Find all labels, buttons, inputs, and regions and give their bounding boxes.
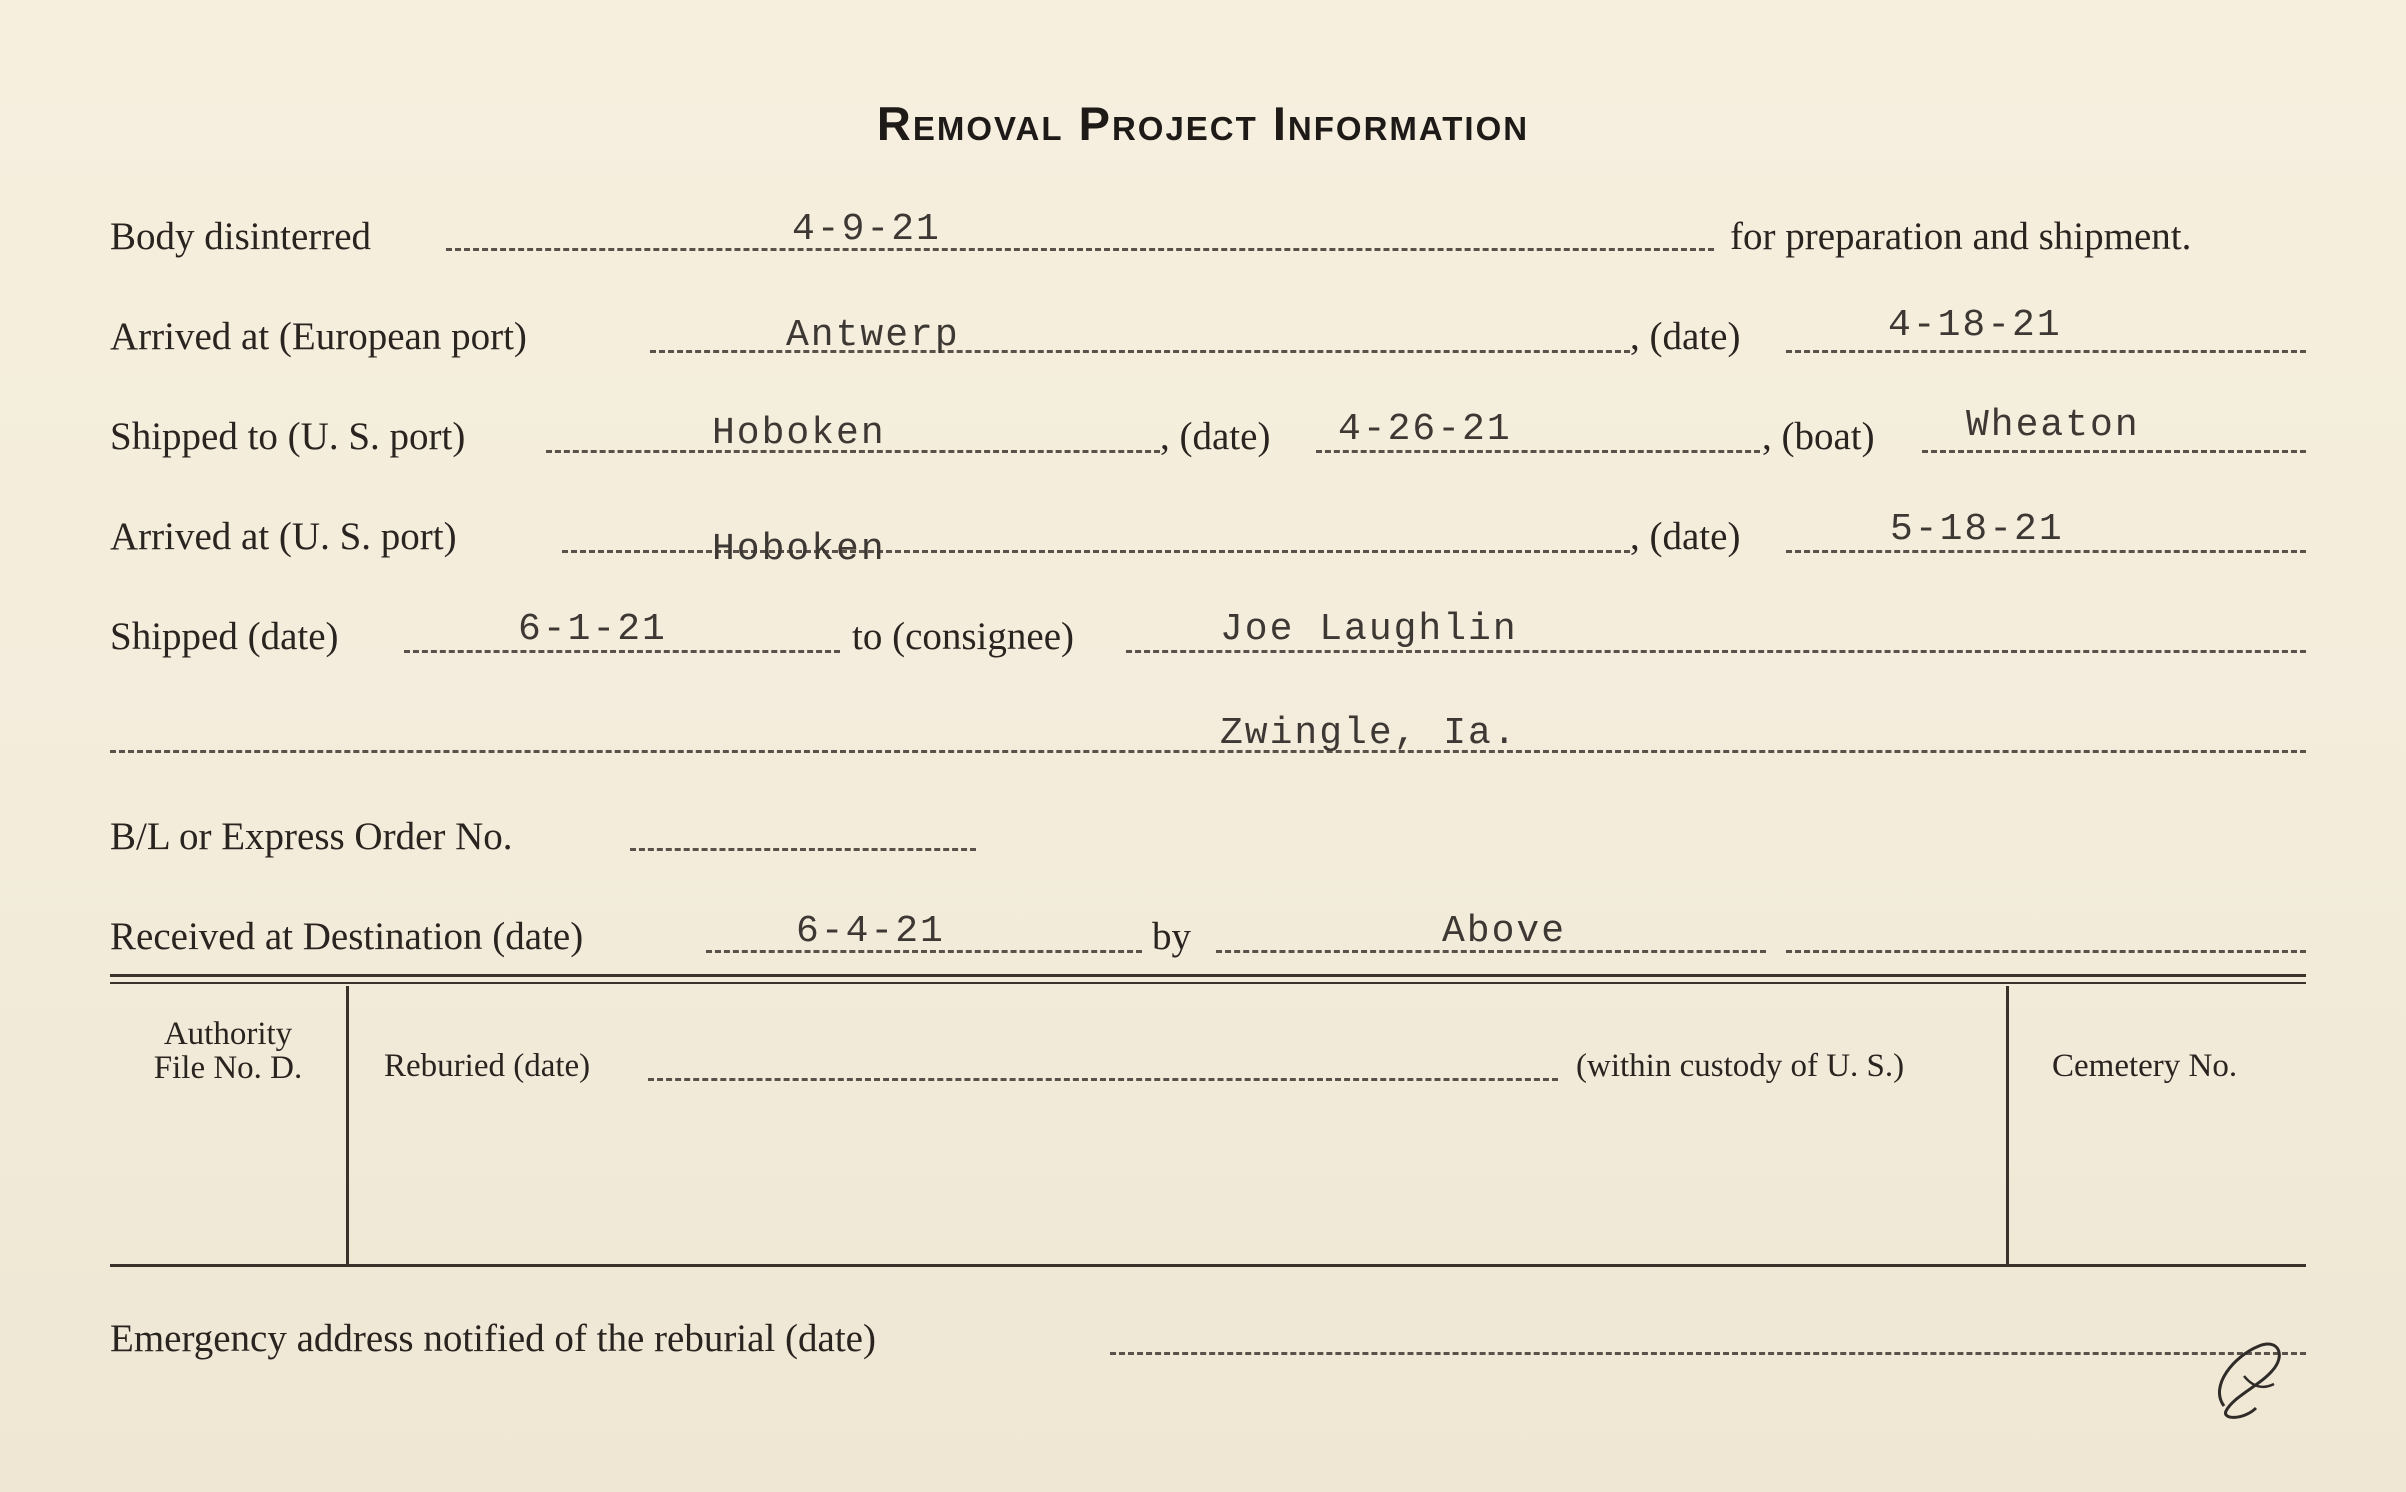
form-title: Removal Project Information [876, 97, 1530, 150]
boat-label: , (boat) [1762, 415, 1875, 458]
consignee-address-line [110, 750, 2306, 753]
european-date-line [1786, 350, 2306, 353]
box-bottom-rule [110, 1264, 2306, 1267]
european-port-label: Arrived at (European port) [110, 315, 527, 358]
european-port-value: Antwerp [786, 314, 960, 357]
body-disinterred-label: Body disinterred [110, 215, 372, 258]
box-top-rule-2 [110, 982, 2306, 984]
received-by-label: by [1152, 915, 1191, 958]
body-disinterred-line [446, 248, 1714, 251]
box-divider-right [2006, 986, 2009, 1264]
arrived-us-date-value: 5-18-21 [1890, 508, 2064, 551]
received-by-line-2 [1786, 950, 2306, 953]
arrived-us-port-label: Arrived at (U. S. port) [110, 515, 457, 558]
european-date-value: 4-18-21 [1888, 304, 2062, 347]
arrived-us-port-value: Hoboken [712, 528, 886, 571]
european-date-label: , (date) [1630, 315, 1741, 358]
received-by-value: Above [1442, 910, 1567, 953]
arrived-us-date-label: , (date) [1630, 515, 1741, 558]
emergency-address-label: Emergency address notified of the reburial (date) [110, 1317, 876, 1360]
shipped-date-value: 4-26-21 [1338, 408, 1512, 451]
custody-label: (within custody of U. S.) [1576, 1048, 1905, 1084]
body-disinterred-value: 4-9-21 [792, 208, 941, 251]
shipped-to-port-value: Hoboken [712, 412, 886, 455]
reburied-label: Reburied (date) [384, 1048, 591, 1084]
shipped-date-value-2: 6-1-21 [518, 608, 667, 651]
consignee-label: to (consignee) [852, 615, 1075, 658]
received-destination-label: Received at Destination (date) [110, 915, 584, 958]
emergency-address-line [1110, 1352, 2306, 1355]
box-top-rule [110, 974, 2306, 977]
cemetery-no-label: Cemetery No. [2052, 1048, 2238, 1084]
boat-line [1922, 450, 2306, 453]
boat-value: Wheaton [1966, 404, 2140, 447]
bl-express-order-line [630, 848, 976, 851]
preparation-shipment-text: for preparation and shipment. [1730, 215, 2192, 258]
pencil-mark-icon [2204, 1316, 2294, 1426]
bl-express-order-label: B/L or Express Order No. [110, 815, 513, 858]
consignee-address-value: Zwingle, Ia. [1220, 712, 1518, 755]
box-divider-left [346, 986, 349, 1264]
reburied-line [648, 1078, 1558, 1081]
shipped-date-label-2: Shipped (date) [110, 615, 339, 658]
consignee-value: Joe Laughlin [1220, 608, 1518, 651]
shipped-to-port-label: Shipped to (U. S. port) [110, 415, 466, 458]
received-destination-value: 6-4-21 [796, 910, 945, 953]
authority-label-1: Authority [163, 1016, 293, 1052]
authority-label-2: File No. D. [153, 1050, 303, 1086]
shipped-date-label: , (date) [1160, 415, 1271, 458]
